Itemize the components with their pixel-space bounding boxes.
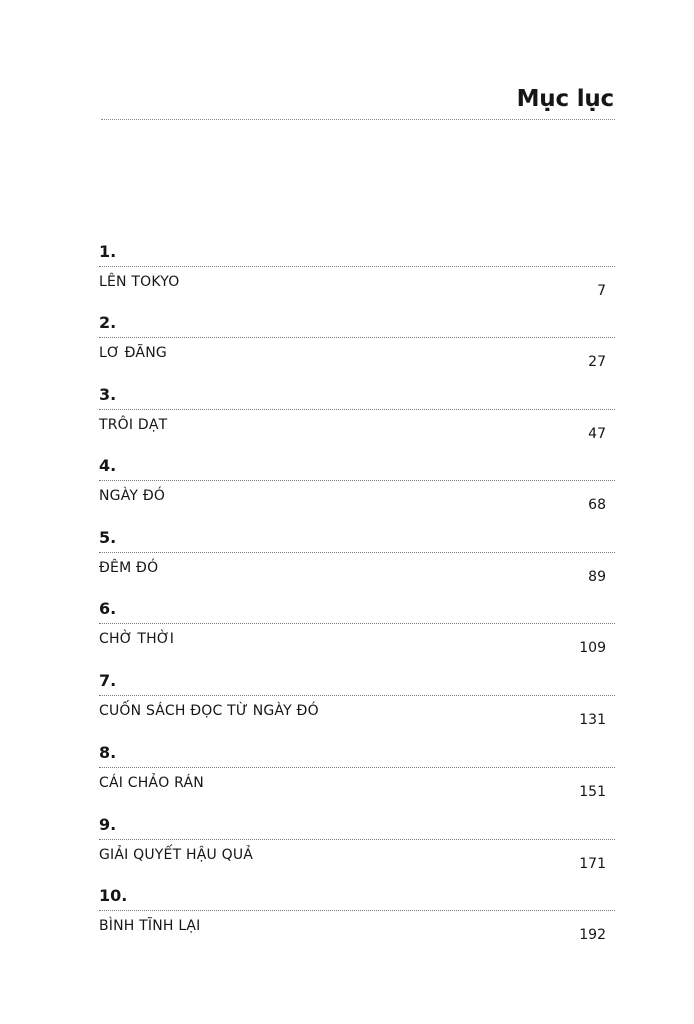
page-number: 68: [588, 497, 606, 513]
toc-entry[interactable]: [0, 456, 694, 520]
chapter-number: 1.: [99, 242, 117, 261]
dotted-divider: [99, 409, 615, 410]
chapter-title: LƠ ĐÃNG: [99, 345, 167, 361]
chapter-title: CÁI CHẢO RÁN: [99, 775, 204, 791]
chapter-number: 10.: [99, 886, 128, 905]
chapter-title: CHỜ THỜI: [99, 631, 175, 647]
dotted-divider: [99, 695, 615, 696]
toc-entry[interactable]: [0, 815, 694, 879]
toc-entry[interactable]: [0, 599, 694, 663]
toc-entry[interactable]: [0, 886, 694, 950]
toc-entry[interactable]: [0, 242, 694, 306]
toc-entry[interactable]: [0, 528, 694, 592]
toc-entry[interactable]: [0, 743, 694, 807]
dotted-divider: [99, 767, 615, 768]
chapter-title: GIẢI QUYẾT HẬU QUẢ: [99, 847, 254, 863]
dotted-divider: [99, 480, 615, 481]
page-number: 27: [588, 354, 606, 370]
chapter-number: 4.: [99, 456, 117, 475]
toc-entry[interactable]: [0, 385, 694, 449]
page-number: 171: [579, 856, 606, 872]
page-title: Mục lục: [516, 86, 614, 112]
chapter-number: 6.: [99, 599, 117, 618]
dotted-divider: [99, 839, 615, 840]
chapter-number: 2.: [99, 313, 117, 332]
chapter-title: NGÀY ĐÓ: [99, 488, 166, 504]
toc-entry[interactable]: [0, 671, 694, 735]
page-number: 131: [579, 712, 606, 728]
page-number: 89: [588, 569, 606, 585]
chapter-title: BÌNH TĨNH LẠI: [99, 918, 201, 934]
chapter-number: 7.: [99, 671, 117, 690]
chapter-number: 8.: [99, 743, 117, 762]
dotted-divider: [99, 266, 615, 267]
dotted-divider: [99, 910, 615, 911]
chapter-title: LÊN TOKYO: [99, 274, 180, 290]
page-number: 109: [579, 640, 606, 656]
chapter-number: 3.: [99, 385, 117, 404]
chapter-number: 9.: [99, 815, 117, 834]
page-number: 7: [597, 283, 606, 299]
chapter-title: CUỐN SÁCH ĐỌC TỪ NGÀY ĐÓ: [99, 703, 319, 719]
toc-entry[interactable]: [0, 313, 694, 377]
chapter-title: ĐÊM ĐÓ: [99, 560, 159, 576]
chapter-title: TRÔI DẠT: [99, 417, 168, 433]
page-number: 151: [579, 784, 606, 800]
dotted-divider: [99, 552, 615, 553]
dotted-divider: [99, 337, 615, 338]
page-number: 47: [588, 426, 606, 442]
chapter-number: 5.: [99, 528, 117, 547]
page-number: 192: [579, 927, 606, 943]
dotted-divider: [99, 623, 615, 624]
